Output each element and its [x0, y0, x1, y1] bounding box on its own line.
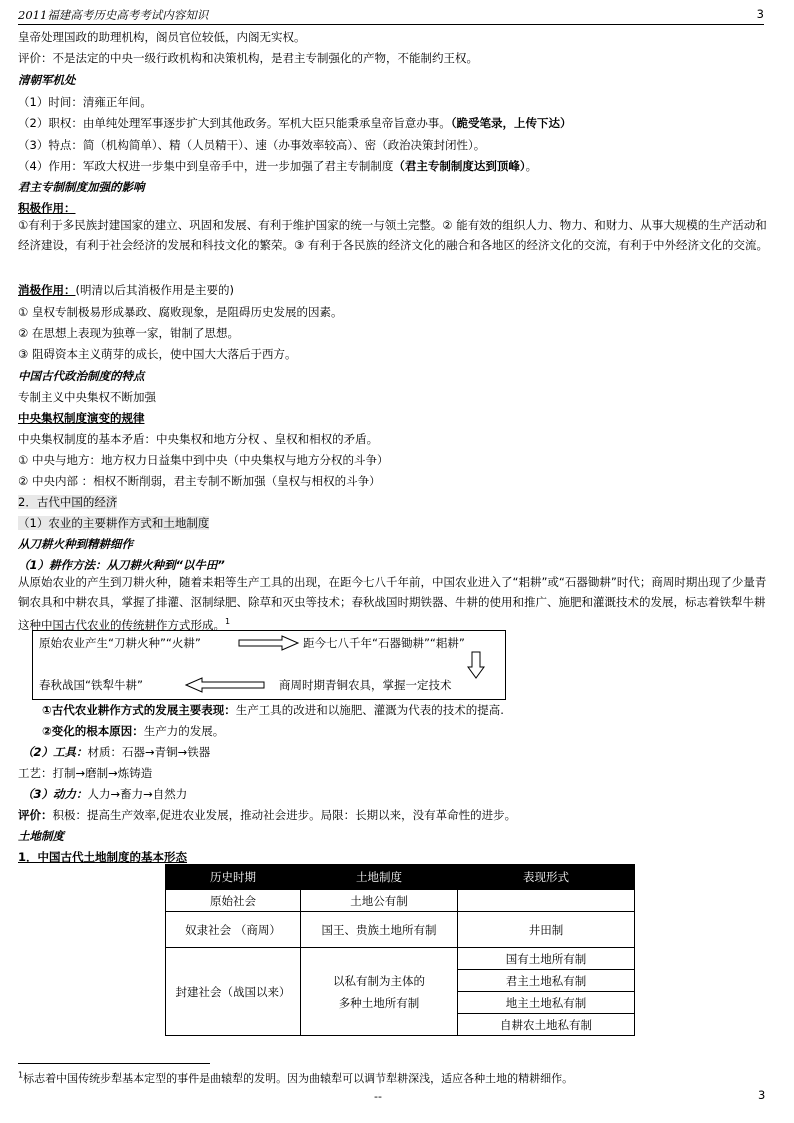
bold-span: （君主专制制度达到顶峰） [393, 159, 526, 173]
highlight-span: 2．古代中国的经济 [18, 495, 118, 509]
table-cell: 奴隶社会 （商周） [166, 912, 301, 948]
text-line: ① 皇权专制极易形成暴政、腐败现象，是阻碍历史发展的因素。 [18, 305, 343, 319]
arrow-down-icon [467, 651, 485, 679]
text-span: 积极：提高生产效率,促进农业发展，推动社会进步。局限：长期以来，没有革命性的进步。 [52, 808, 517, 822]
text-span: 材质：石器→青铜→铁器 [87, 745, 211, 759]
subheading: 消极作用： [18, 283, 76, 297]
flow-node-d: 商周时期青铜农具，掌握一定技术 [279, 678, 452, 692]
table-cell [301, 948, 458, 1036]
text-line: ② 在思想上表现为独尊一家，钳制了思想。 [18, 326, 239, 340]
text-span: (明清以后其消极作用是主要的) [75, 283, 234, 297]
farming-evolution-diagram [32, 630, 506, 700]
section-heading: 君主专制制度加强的影响 [18, 180, 145, 194]
table-cell: 地主土地私有制 [458, 992, 635, 1014]
text-line [18, 283, 234, 298]
subheading: 中央集权制度演变的规律 [18, 411, 145, 425]
footnote-text: 标志着中国传统步犁基本定型的事件是曲辕犁的发明。因为曲辕犁可以调节犁耕深浅，适应各种土地的精耕细作。 [23, 1072, 574, 1085]
text-line: 皇帝处理国政的助理机构，阁员官位较低，内阁无实权。 [18, 30, 306, 44]
table-cell: 自耕农土地私有制 [458, 1014, 635, 1036]
table-cell: 井田制 [458, 912, 635, 948]
paragraph: ①有利于多民族封建国家的建立、巩固和发展、有利于维护国家的统一与领土完整。② 能有效的组织人力、物力、和财力、从事大规模的生产活动和经济建设，有利于社会经济的发展和科技文化的繁荣。③ 有利于各民族的经济文化的融合和各地区的经济文化的交流，有利于中外经济文化的交流。 [18, 218, 768, 252]
section-heading: 从刀耕火种到精耕细作 [18, 537, 133, 551]
section-heading: 清朝军机处 [18, 73, 76, 87]
text-span: 生产工具的改进和以施肥、灌溉为代表的技术的提高. [235, 703, 504, 717]
text-span: （2）职权：由单纯处理军事逐步扩大到其他政务。军机大臣只能秉承皇帝旨意办事。 [18, 116, 451, 130]
text-line: ② 中央内部 ：相权不断削弱，君主专制不断加强（皇权与相权的斗争） [18, 474, 381, 488]
table-cell: 国王、贵族土地所有制 [301, 912, 458, 948]
text-line: 工艺：打制→磨制→炼铸造 [18, 766, 153, 780]
header-title: 2011福建高考历史高考考试内容知识 [18, 8, 209, 22]
section-heading: 土地制度 [18, 829, 64, 843]
table-cell: 君主土地私有制 [458, 970, 635, 992]
text-line [42, 724, 224, 739]
text-span: 。 [525, 159, 538, 173]
bold-span: ①古代农业耕作方式的发展主要表现： [42, 703, 236, 717]
header-page-number: 3 [756, 7, 764, 21]
subheading: 积极作用： [18, 201, 76, 215]
text-line: 评价：不是法定的中央一级行政机构和决策机构，是君主专制强化的产物，不能制约王权。 [18, 51, 478, 65]
text-line: 专制主义中央集权不断加强 [18, 390, 156, 404]
text-line: ① 中央与地方：地方权力日益集中到中央（中央集权与地方分权的斗争） [18, 453, 389, 467]
text-line [42, 703, 504, 718]
footnote-ref[interactable]: 1 [225, 617, 231, 626]
text-line [18, 808, 516, 823]
bold-span: 评价： [18, 808, 53, 822]
text-line [22, 787, 187, 802]
table-cell: 国有土地所有制 [458, 948, 635, 970]
text-span: 生产力的发展。 [143, 724, 225, 738]
section-heading: 中国古代政治制度的特点 [18, 369, 145, 383]
flow-node-a: 原始农业产生“刀耕火种”“火耕” [39, 636, 201, 650]
text-span: 人力→畜力→自然力 [87, 787, 188, 801]
subheading: 1．中国古代土地制度的基本形态 [18, 850, 187, 864]
bold-span: （跪受笔录，上传下达） [450, 116, 572, 130]
bold-span: ②变化的根本原因： [42, 724, 144, 738]
page-header [18, 6, 764, 25]
table-cell [458, 890, 635, 912]
flow-node-c: 春秋战国“铁犁牛耕” [39, 678, 143, 692]
footnote [18, 1070, 573, 1086]
cell-line: 以私有制为主体的 [333, 973, 425, 988]
text-line [18, 159, 537, 174]
footnote-mark: 1 [18, 1070, 24, 1080]
arrow-right-icon [238, 635, 300, 651]
table-header: 土地制度 [301, 865, 458, 890]
land-system-table [165, 864, 635, 1036]
footnote-divider [18, 1063, 210, 1064]
table-cell: 土地公有制 [301, 890, 458, 912]
text-line [18, 116, 572, 131]
text-line: （1）时间：清雍正年间。 [18, 95, 152, 109]
text-span: 从原始农业的产生到刀耕火种，随着耒耜等生产工具的出现，在距今七八千年前，中国农业进入了“耜耕”或“石器锄耕”时代；商周时期出现了少量青铜农具和中耕农具，掌握了排灌、沤制绿肥、除草和灭虫等技术；春秋战国时期铁器、牛耕的使用和推广、施肥和灌溉技术的发展，标志着铁犁牛耕这种中国古代农业的传统耕作方式形成。 [18, 575, 767, 632]
arrow-left-icon [185, 677, 265, 693]
footer-page-number: 3 [758, 1088, 766, 1102]
footer-dash: -- [374, 1090, 382, 1103]
flow-node-b: 距今七八千年“石器锄耕”“耜耕” [303, 636, 465, 650]
section-number [18, 516, 209, 531]
text-span: （4）作用：军政大权进一步集中到皇帝手中，进一步加强了君主专制制度 [18, 159, 394, 173]
text-line: ③ 阻碍资本主义萌芽的成长，使中国大大落后于西方。 [18, 347, 297, 361]
subheading: （1）耕作方法：从刀耕火种到“以牛田” [18, 558, 225, 572]
highlight-span: （1）农业的主要耕作方式和土地制度 [18, 516, 210, 530]
table-header: 历史时期 [166, 865, 301, 890]
bold-span: （3）动力： [22, 787, 88, 801]
text-line: （3）特点：简（机构简单）、精（人员精干）、速（办事效率较高）、密（政治决策封闭性）。 [18, 138, 486, 152]
text-line: 中央集权制度的基本矛盾：中央集权和地方分权 、皇权和相权的矛盾。 [18, 432, 379, 446]
cell-line: 多种土地所有制 [338, 995, 420, 1010]
table-cell: 原始社会 [166, 890, 301, 912]
table-cell: 封建社会（战国以来） [166, 948, 301, 1036]
text-line [22, 745, 210, 760]
bold-span: （2）工具： [22, 745, 88, 759]
section-number [18, 495, 117, 510]
paragraph [18, 572, 770, 635]
table-header: 表现形式 [458, 865, 635, 890]
